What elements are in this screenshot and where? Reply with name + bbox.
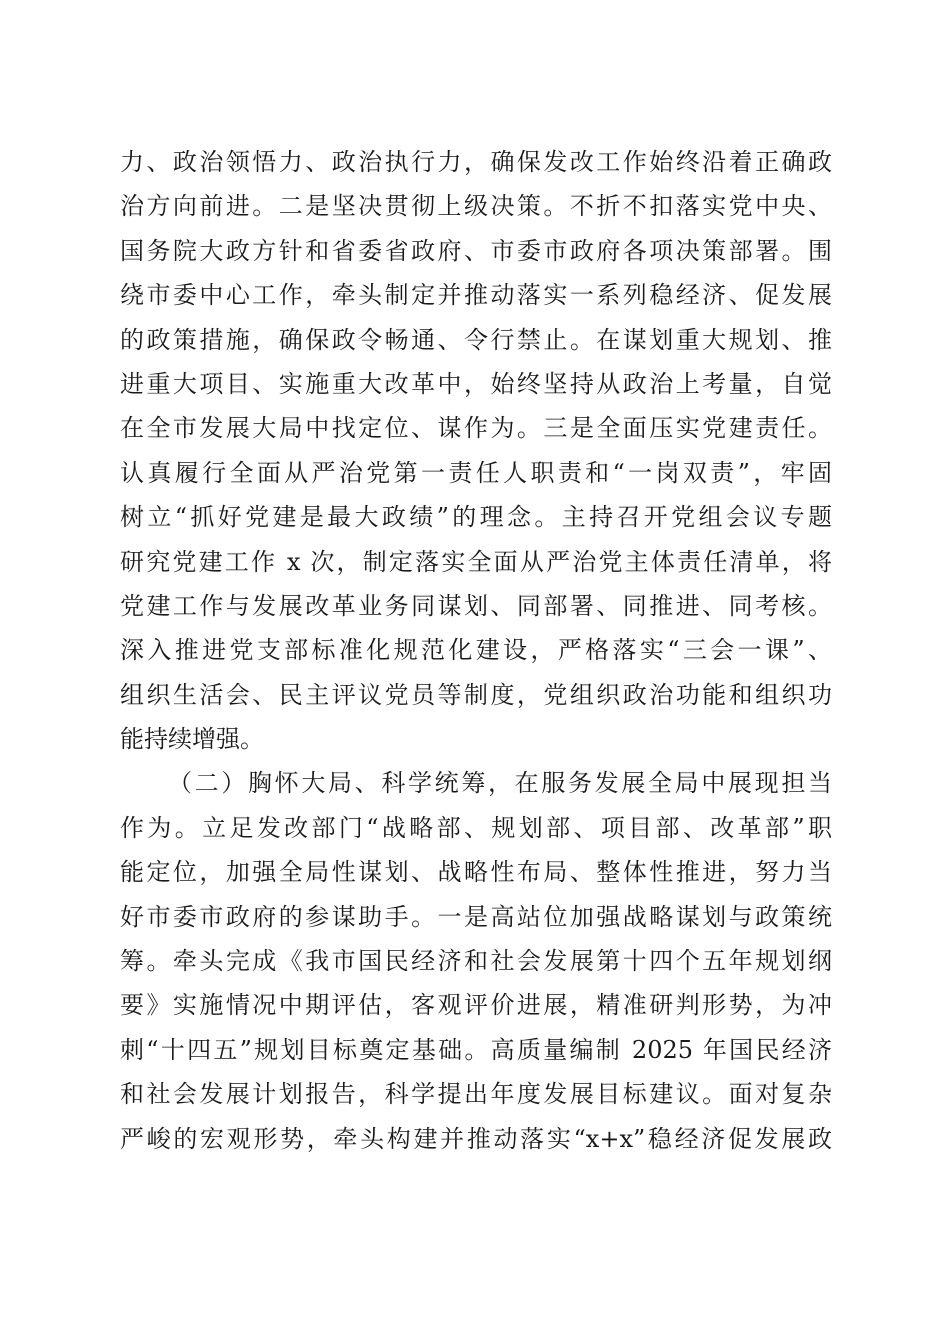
text-line: 筹。牵头完成《我市国民经济和社会发展第十四个五年规划纲 (120, 947, 832, 976)
section-heading-line: （二）胸怀大局、科学统筹，在服务发展全局中展现担当 (168, 769, 832, 798)
text-line: 认真履行全面从严治党第一责任人职责和“一岗双责”，牢固 (120, 458, 832, 487)
paragraph-2 (120, 761, 832, 1161)
text-line: 能定位，加强全局性谋划、战略性布局、整体性推进，努力当 (120, 858, 832, 887)
text-line: 刺“十四五”规划目标奠定基础。高质量编制 2025 年国民经济 (120, 1035, 832, 1064)
text-line: 力、政治领悟力、政治执行力，确保发改工作始终沿着正确政 (120, 148, 832, 176)
text-line: 能持续增强。 (120, 725, 264, 754)
text-line: 国务院大政方针和省委省政府、市委市政府各项决策部署。围 (120, 236, 832, 265)
document-body (120, 140, 832, 1161)
text-line: 作为。立足发改部门“战略部、规划部、项目部、改革部”职 (120, 813, 832, 842)
text-line: 绕市委中心工作，牵头制定并推动落实一系列稳经济、促发展 (120, 281, 832, 310)
text-line: 进重大项目、实施重大改革中，始终坚持从政治上考量，自觉 (120, 369, 832, 398)
text-line: 党建工作与发展改革业务同谋划、同部署、同推进、同考核。 (120, 591, 832, 620)
text-line: 树立“抓好党建是最大政绩”的理念。主持召开党组会议专题 (120, 503, 832, 532)
text-line: 要》实施情况中期评估，客观评价进展，精准研判形势，为冲 (120, 991, 832, 1020)
text-line: 和社会发展计划报告，科学提出年度发展目标建议。面对复杂 (120, 1080, 832, 1109)
text-line: 的政策措施，确保政令畅通、令行禁止。在谋划重大规划、推 (120, 325, 832, 354)
text-line: 严峻的宏观形势，牵头构建并推动落实“x+x”稳经济促发展政 (120, 1124, 832, 1153)
text-line: 好市委市政府的参谋助手。一是高站位加强战略谋划与政策统 (120, 902, 832, 931)
text-line: 组织生活会、民主评议党员等制度，党组织政治功能和组织功 (120, 680, 832, 709)
text-line: 治方向前进。二是坚决贯彻上级决策。不折不扣落实党中央、 (120, 192, 832, 221)
text-line: 深入推进党支部标准化规范化建设，严格落实“三会一课”、 (120, 636, 832, 665)
text-line: 研究党建工作 x 次，制定落实全面从严治党主体责任清单，将 (120, 547, 832, 576)
text-line: 在全市发展大局中找定位、谋作为。三是全面压实党建责任。 (120, 414, 832, 443)
paragraph-1 (120, 140, 832, 761)
